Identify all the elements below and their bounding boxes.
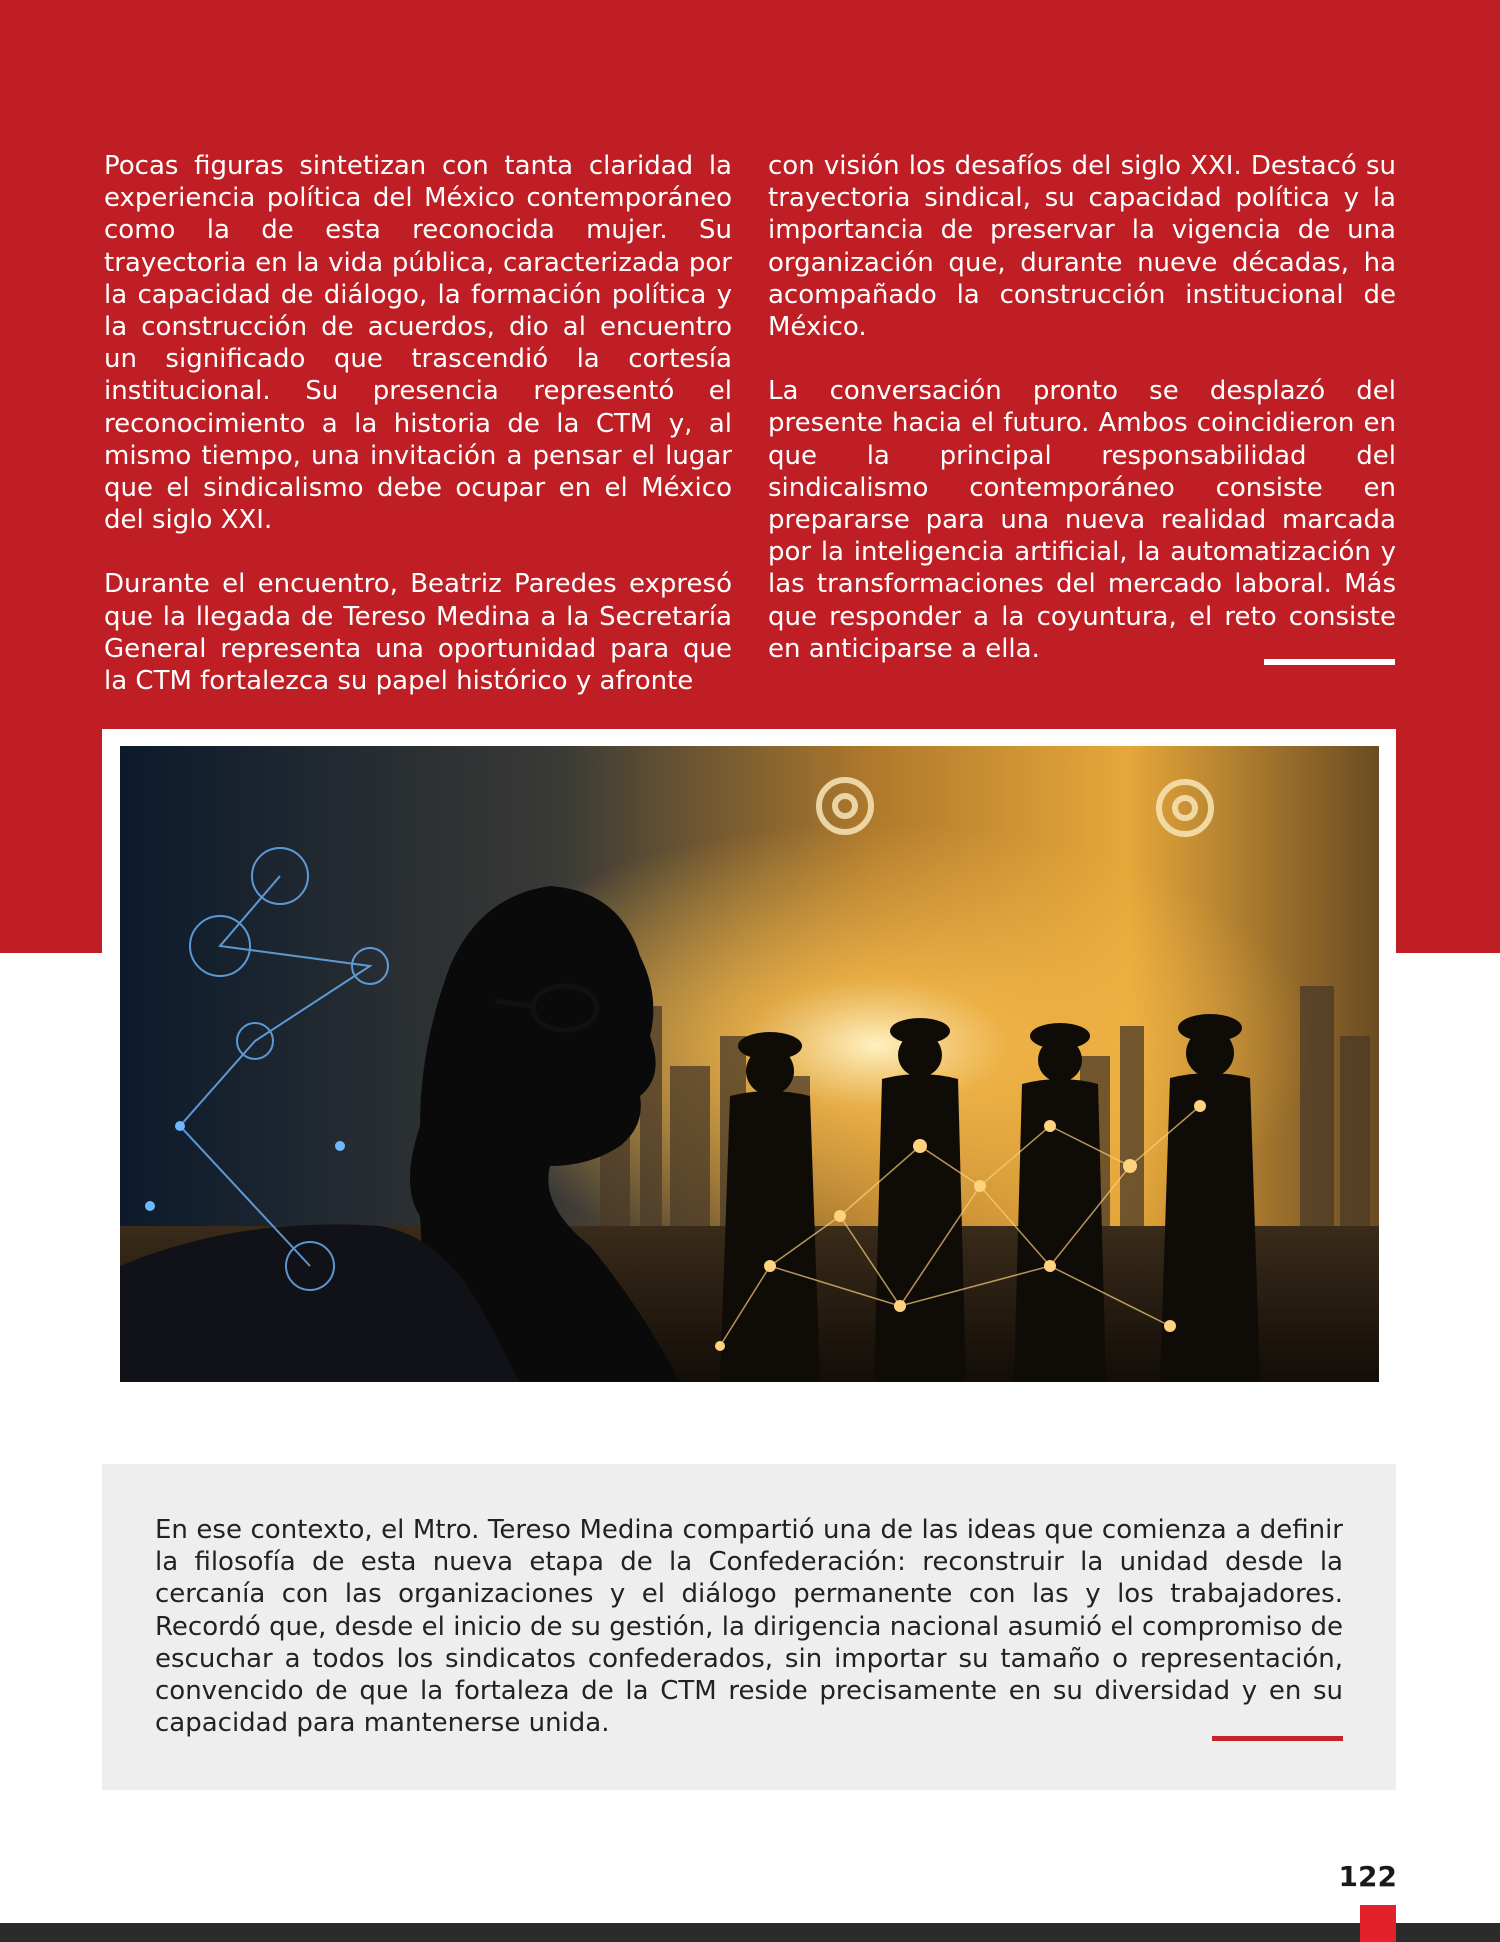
footer-bar (0, 1923, 1500, 1942)
section-end-rule (1264, 659, 1395, 665)
article-right-column (768, 150, 1396, 697)
highlight-paragraph: En ese contexto, el Mtro. Tereso Medina compartió una de las ideas que comienza a definir la filosofía de esta nueva etapa de la Confederación: reconstruir la unidad desde la cercanía con las organizaciones y el diálogo permanente con las y los trabajadores. Recordó que, desde el inicio de su gestión, la dirigencia nacional asumió el compromiso de escuchar a todos los sindicatos confederados, sin importar su tamaño o representación, convencido de que la fortaleza de la CTM reside precisamente en su diversidad y en su capacidad para mantenerse unida. (155, 1515, 1343, 1739)
article-photo (120, 746, 1379, 1382)
right-paragraph-2: La conversación pronto se desplazó del presente hacia el futuro. Ambos coincidieron en que la principal responsabilidad del sindicalismo contemporáneo consiste en prepararse para una nueva realidad marcada por la inteligencia artificial, la automatización y las transformaciones del mercado laboral. Más que responder a la coyuntura, el reto consiste en anticiparse a ella. (768, 376, 1396, 664)
right-paragraph-1: con visión los desafíos del siglo XXI. Destacó su trayectoria sindical, su capacidad política y la importancia de preservar la vigencia de una organización que, durante nueve décadas, ha acompañado la construcción institucional de México. (768, 151, 1396, 343)
left-paragraph-1: Pocas figuras sintetizan con tanta claridad la experiencia política del México contemporáneo como la de esta reconocida mujer. Su trayectoria en la vida pública, caracterizada por la capacidad de diálogo, la formación política y la construcción de acuerdos, dio al encuentro un significado que trascendió la cortesía institucional. Su presencia representó el reconocimiento a la historia de la CTM y, al mismo tiempo, una invitación a pensar el lugar que el sindicalismo debe ocupar en el México del siglo XXI. (104, 151, 732, 536)
highlight-end-rule (1212, 1736, 1343, 1741)
highlight-text-block (155, 1514, 1343, 1739)
left-paragraph-2: Durante el encuentro, Beatriz Paredes expresó que la llegada de Tereso Medina a la Secretaría General representa una oportunidad para que la CTM fortalezca su papel histórico y afronte (104, 569, 732, 697)
footer-red-tab (1360, 1905, 1396, 1942)
photo-illustration (120, 746, 1379, 1382)
page-number: 122 (1338, 1860, 1397, 1893)
article-left-column (104, 150, 732, 729)
